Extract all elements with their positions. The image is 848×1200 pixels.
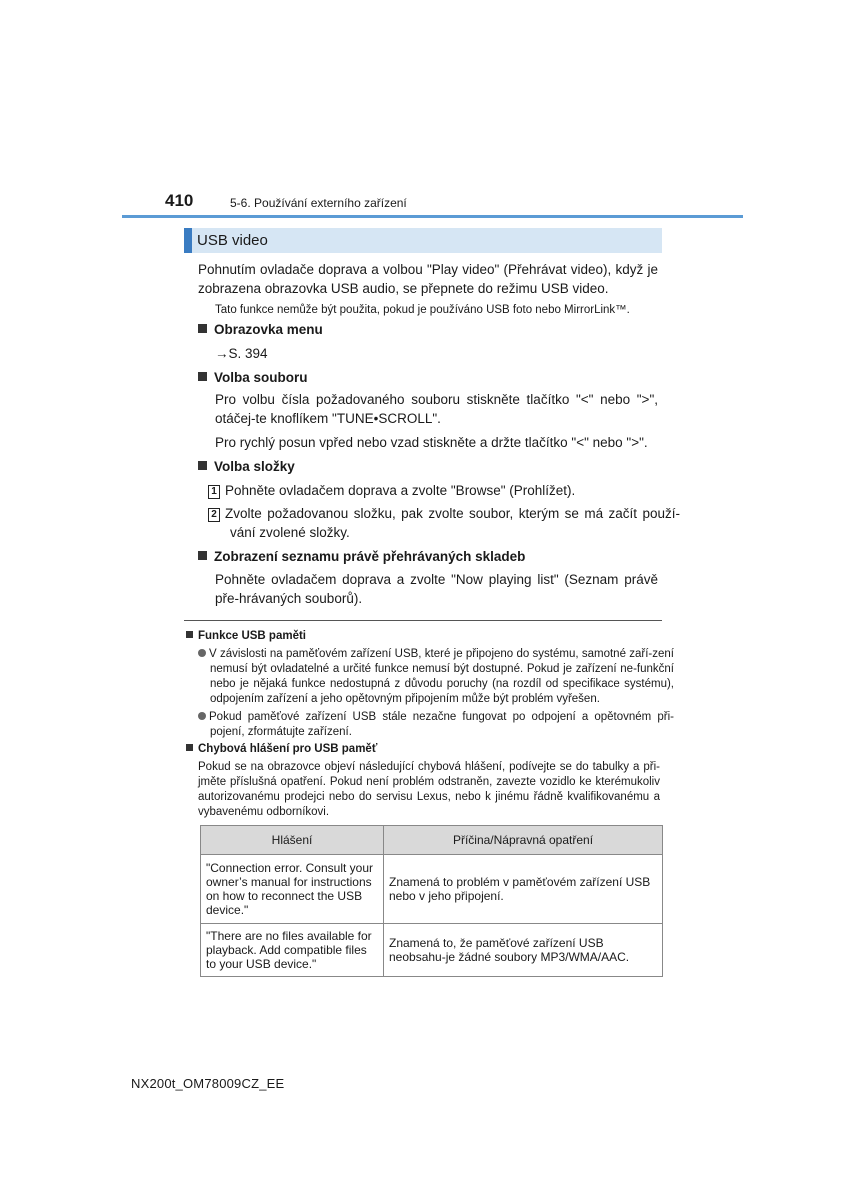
square-bullet-icon [198, 461, 207, 470]
header-divider [122, 215, 743, 218]
note-bullet-2: Pokud paměťové zařízení USB stále nezačne fungovat po odpojení a opětovném při-pojení, zformátujte zařízení. [198, 710, 674, 740]
notes-divider [184, 620, 662, 621]
error-paragraph: Pokud se na obrazovce objeví následující chybová hlášení, podívejte se do tabulky a při-jměte příslušná opatření. Pokud není problém odstraněn, zavezte vozidlo ke kterémukoliv autorizovanému prodejci nebo do servisu Lexus, nebo k jinému řádně kvalifikovanému a vybavenému odborníkovi. [198, 761, 660, 818]
square-bullet-icon [198, 551, 207, 560]
usb-memory-heading: Funkce USB paměti [186, 629, 306, 644]
message-cell: "Connection error. Consult your owner’s manual for instructions on how to reconnect the USB device." [201, 855, 384, 924]
note-text: Tato funkce nemůže být použita, pokud je používáno USB foto nebo MirrorLink™. [215, 304, 630, 316]
section-title: 5-6. Používání externího zařízení [230, 196, 407, 210]
square-bullet-icon [198, 372, 207, 381]
table-row [201, 924, 663, 977]
note-bullet-1: V závislosti na paměťovém zařízení USB, které je připojeno do systému, samotné zaří-zení nemusí být ovladatelné a určité funkce nemusí být dostupné. Pokud je zařízení ne-funkční nebo je nějaká funkce nedostupná z důvodu poruchy (na rozdíl od specifikace systému), odpojením zařízení a jeho opětovným připojením může být problém vyřešen. [198, 647, 674, 707]
column-header-cause: Příčina/Nápravná opatření [384, 826, 663, 855]
file-heading: Volba souboru [198, 368, 308, 387]
menu-heading: Obrazovka menu [198, 320, 323, 339]
square-bullet-icon [198, 324, 207, 333]
message-cell: "There are no files available for playback. Add compatible files to your USB device." [201, 924, 384, 977]
document-code: NX200t_OM78009CZ_EE [131, 1076, 285, 1091]
error-heading: Chybová hlášení pro USB paměť [186, 742, 377, 757]
page-number: 410 [165, 191, 194, 210]
column-header-message: Hlášení [201, 826, 384, 855]
folder-heading: Volba složky [198, 457, 295, 476]
table-row [201, 855, 663, 924]
usb-video-title: USB video [197, 232, 268, 249]
file-paragraph-1: Pro volbu čísla požadovaného souboru stiskněte tlačítko "<" nebo ">", otáčej-te knoflíkem "TUNE•SCROLL". [215, 392, 658, 426]
playing-paragraph: Pohněte ovladačem doprava a zvolte "Now playing list" (Seznam právě pře-hrávaných souborů). [215, 572, 658, 606]
file-paragraph-2: Pro rychlý posun vpřed nebo vzad stiskněte a držte tlačítko "<" nebo ">". [215, 435, 648, 450]
menu-reference: →S. 394 [215, 346, 268, 361]
bullet-dot-icon [198, 712, 206, 720]
square-bullet-icon [186, 744, 193, 751]
error-table [200, 825, 663, 977]
step-2: 2 Zvolte požadovanou složku, pak zvolte soubor, kterým se má začít použí-vání zvolené složky. [208, 504, 680, 542]
step-number: 1 [208, 485, 220, 499]
bullet-dot-icon [198, 649, 206, 657]
intro-paragraph: Pohnutím ovladače doprava a volbou "Play video" (Přehrávat video), když je zobrazena obrazovka USB audio, se přepnete do režimu USB video. [198, 262, 658, 296]
section-band-accent [184, 228, 192, 253]
step-1: 1 Pohněte ovladačem doprava a zvolte "Browse" (Prohlížet). [208, 481, 658, 500]
playing-heading: Zobrazení seznamu právě přehrávaných skladeb [198, 547, 525, 566]
cause-cell: Znamená to, že paměťové zařízení USB neobsahu-je žádné soubory MP3/WMA/AAC. [384, 924, 663, 977]
cause-cell: Znamená to problém v paměťovém zařízení USB nebo v jeho připojení. [384, 855, 663, 924]
table-header-row [201, 826, 663, 855]
square-bullet-icon [186, 631, 193, 638]
step-number: 2 [208, 508, 220, 522]
